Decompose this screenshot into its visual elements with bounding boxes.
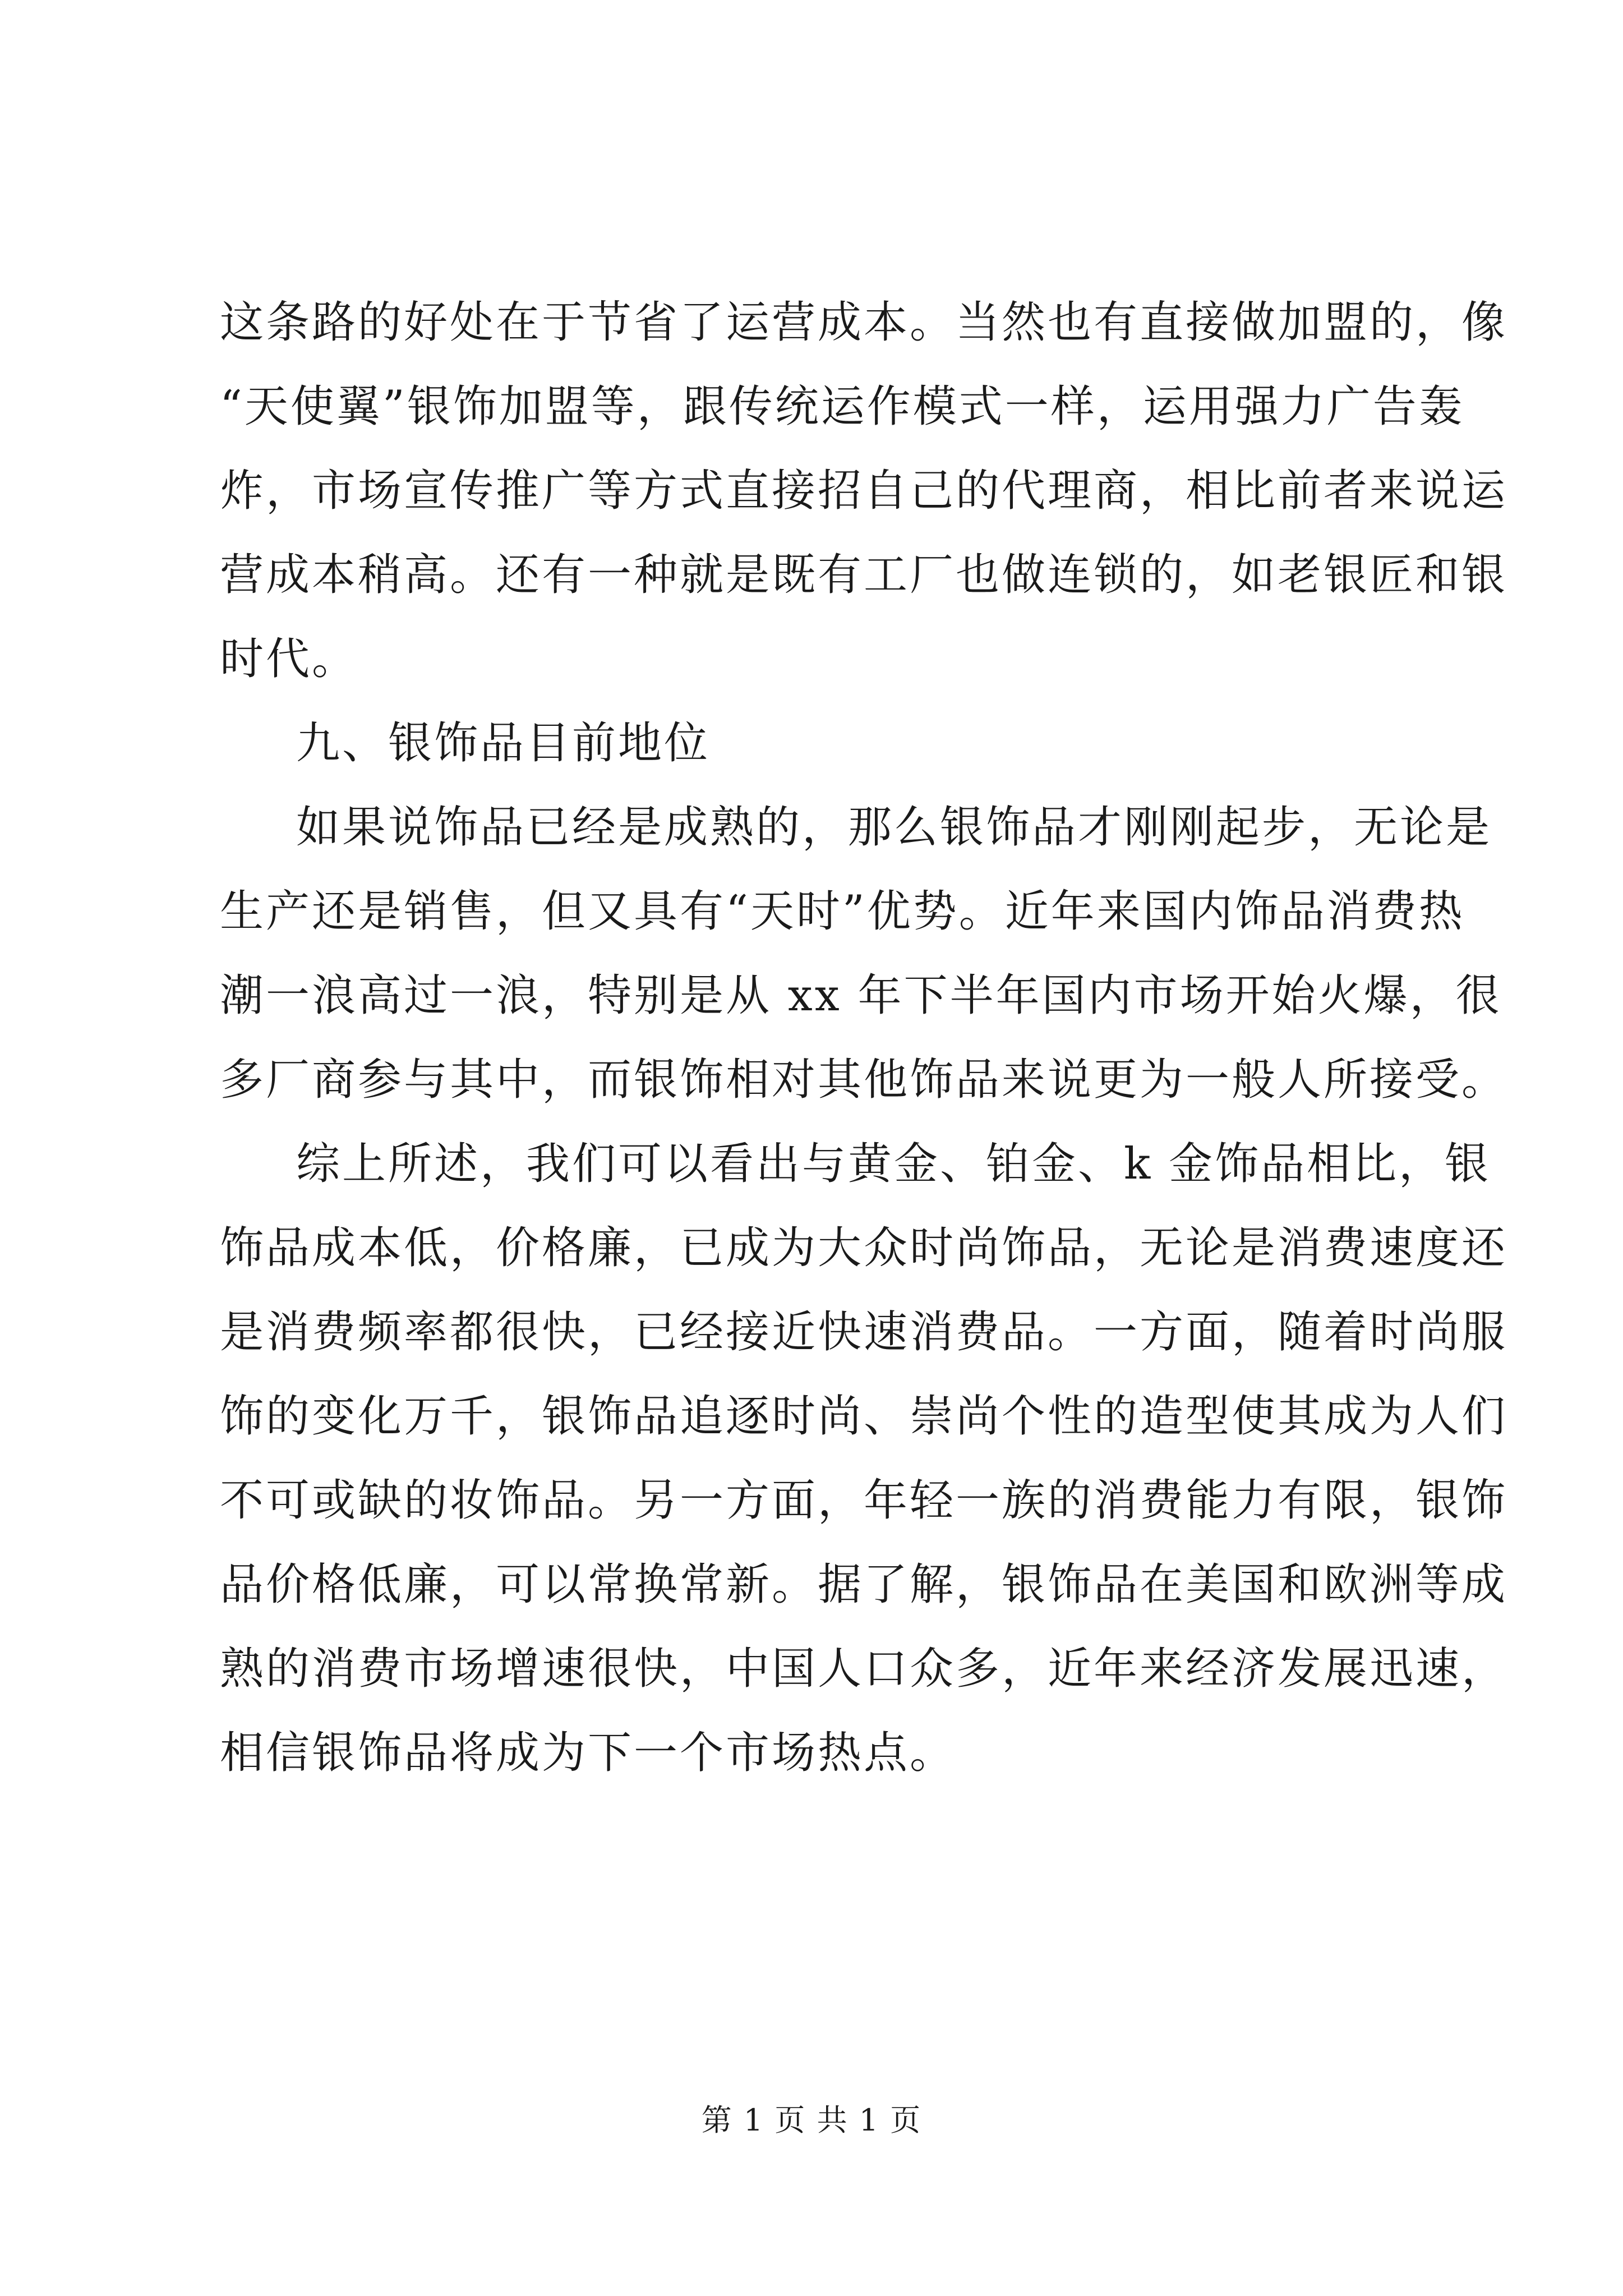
text-line-18: 相信银饰品将成为下一个市场热点。 (220, 1728, 956, 1778)
text-line-17: 熟的消费市场增速很快，中国人口众多，近年来经济发展迅速， (220, 1644, 1508, 1694)
page-number-footer: 第 1 页 共 1 页 (701, 2102, 922, 2138)
text-line-15: 不可或缺的妆饰品。另一方面，年轻一族的消费能力有限，银饰 (220, 1475, 1508, 1526)
text-line-13: 是消费频率都很快，已经接近快速消费品。一方面，随着时尚服 (220, 1307, 1508, 1358)
text-line-8: 生产还是销售，但又具有“天时”优势。近年来国内饰品消费热 (220, 886, 1465, 937)
text-line-2: “天使翼”银饰加盟等，跟传统运作模式一样，运用强力广告轰 (220, 381, 1465, 432)
text-line-10: 多厂商参与其中，而银饰相对其他饰品来说更为一般人所接受。 (220, 1055, 1508, 1105)
text-line-4: 营成本稍高。还有一种就是既有工厂也做连锁的，如老银匠和银 (220, 550, 1508, 600)
text-line-16: 品价格低廉，可以常换常新。据了解，银饰品在美国和欧洲等成 (220, 1559, 1508, 1610)
text-line-11: 综上所述，我们可以看出与黄金、铂金、k 金饰品相比，银 (296, 1139, 1491, 1189)
text-line-7: 如果说饰品已经是成熟的，那么银饰品才刚刚起步，无论是 (296, 802, 1492, 853)
text-line-14: 饰的变化万千，银饰品追逐时尚、崇尚个性的造型使其成为人们 (220, 1391, 1508, 1442)
text-line-9: 潮一浪高过一浪，特别是从 xx 年下半年国内市场开始火爆，很 (220, 970, 1502, 1021)
text-line-12: 饰品成本低，价格廉，已成为大众时尚饰品，无论是消费速度还 (220, 1223, 1508, 1273)
text-line-3: 炸，市场宣传推广等方式直接招自己的代理商，相比前者来说运 (220, 466, 1508, 516)
section-heading: 九、银饰品目前地位 (296, 718, 711, 769)
text-line-1: 这条路的好处在于节省了运营成本。当然也有直接做加盟的，像 (220, 297, 1508, 348)
text-line-5: 时代。 (220, 634, 358, 684)
